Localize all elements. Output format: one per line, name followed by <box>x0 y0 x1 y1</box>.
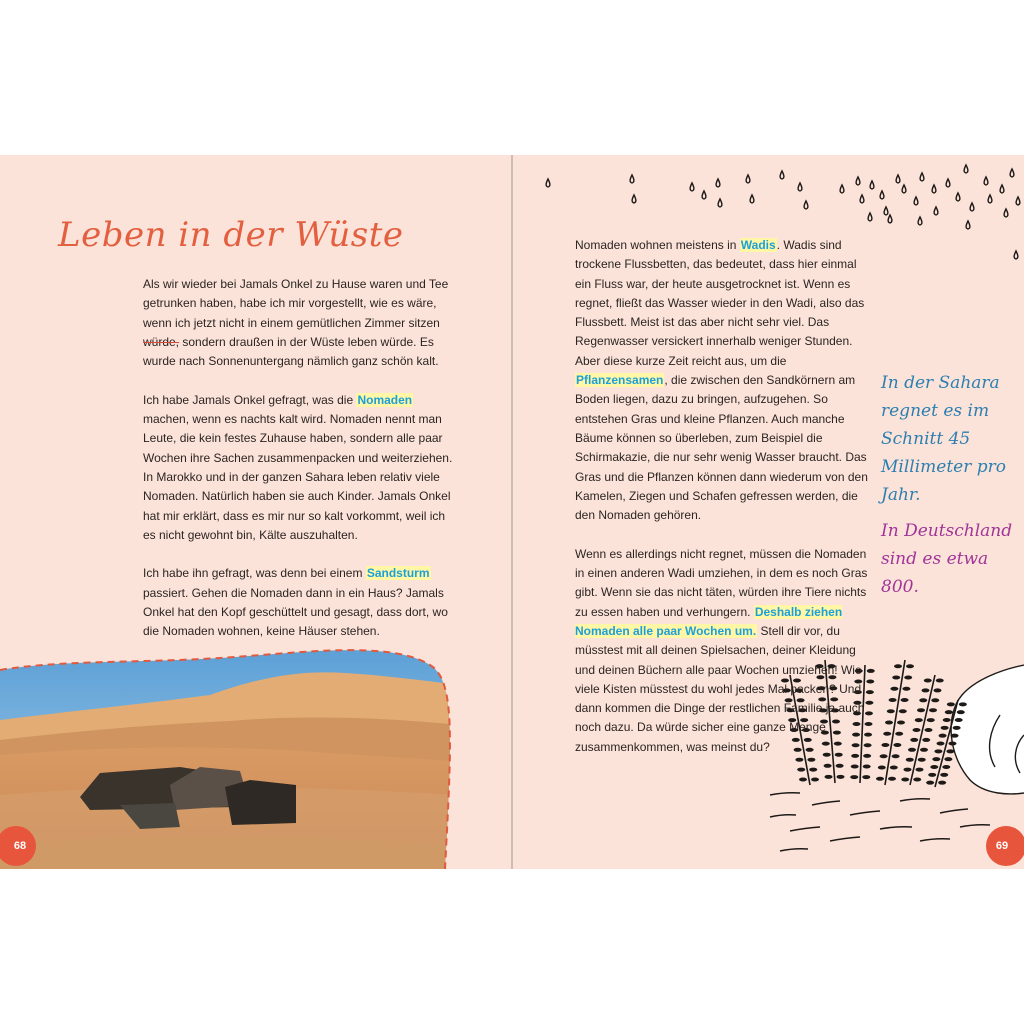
text-run: Nomaden wohnen meistens in <box>575 238 740 252</box>
shrub-leaf <box>901 698 909 702</box>
text-run: . Wadis sind trockene Flussbetten, das bedeutet, dass hier einmal ein Fluss war, der heute ausgetrocknet ist. Wenn es regnet, fließt das Wasser wieder in den Wadi, also das Flussbett. Meist ist das aber nicht sehr viel. Das Regenwasser versickert innerhalb weniger Stunden. Aber diese kurze Zeit reicht aus, um die <box>575 238 865 368</box>
shrub-leaf <box>897 721 905 725</box>
shrub-leaf <box>938 781 946 785</box>
gravel-stroke <box>850 811 880 815</box>
shrub-leaf <box>932 757 940 761</box>
shrub-leaf <box>904 676 912 680</box>
book-gutter <box>511 155 513 869</box>
shrub-leaf <box>941 726 949 730</box>
shrub-leaf <box>913 778 921 782</box>
page-number-left: 68 <box>0 826 36 866</box>
shrub-leaf <box>917 708 925 712</box>
rain-drop <box>888 215 892 223</box>
struck-word: würde, <box>143 334 180 349</box>
shrub-leaf <box>899 709 907 713</box>
rain-drop <box>984 177 988 185</box>
rain-drop <box>918 217 922 225</box>
text-run: machen, wenn es nachts kalt wird. Nomaden nennt man Leute, die kein festes Zuhause haben, sondern alle paar Wochen ihre Sachen zusammenpacken und weiterziehen. In Marokko und in der ganzen Sahara leben relativ viele Nomaden. Natürlich haben sie auch Kinder. Jamals Onkel hat mir erklärt, dass es mir nur so kalt vorkommt, weil ich es nicht gewohnt bin, Kälte auszuhalten. <box>143 412 453 542</box>
shrub-leaf <box>890 766 898 770</box>
shrub-leaf <box>920 748 928 752</box>
shrub-leaf <box>946 749 954 753</box>
rain-drop <box>630 175 634 183</box>
rain-drop <box>746 175 750 183</box>
rain-drop <box>970 203 974 211</box>
paragraph <box>575 545 871 757</box>
shrub-leaf <box>904 768 912 772</box>
side-note <box>881 369 1016 601</box>
shrub-leaf <box>936 679 944 683</box>
rain-drop <box>798 183 802 191</box>
gravel-stroke <box>880 827 912 829</box>
shrub-leaf <box>949 742 957 746</box>
gravel-stroke <box>900 799 930 801</box>
gravel-stroke <box>960 825 990 827</box>
shrub-leaf <box>924 679 932 683</box>
rain-drop <box>966 221 970 229</box>
rain-drop <box>632 195 636 203</box>
shrub-leaf <box>927 718 935 722</box>
highlighted-term: Wadis <box>740 238 776 252</box>
highlighted-term: Pflanzensamen <box>576 373 664 388</box>
paragraph <box>143 275 453 371</box>
rain-drop <box>956 193 960 201</box>
gravel-stroke <box>920 839 950 841</box>
rain-drop <box>718 199 722 207</box>
rain-drop <box>840 185 844 193</box>
shrub-leaf <box>942 765 950 769</box>
rain-drop <box>1000 185 1004 193</box>
shrub-leaf <box>906 758 914 762</box>
text-run: Als wir wieder bei Jamals Onkel zu Hause waren und Tee getrunken haben, habe ich mir vorgestellt, wie es wäre, wenn ich jetzt nicht in einem gemütlichen Zimmer sitzen <box>143 277 449 330</box>
rain-drop <box>896 175 900 183</box>
rain-drop <box>884 207 888 215</box>
rain-drop <box>946 179 950 187</box>
rain-drop <box>690 183 694 191</box>
shrub-leaf <box>887 709 895 713</box>
shrub-leaf <box>934 749 942 753</box>
shrub-leaf <box>908 748 916 752</box>
shrub-leaf <box>953 726 961 730</box>
shrub-leaf <box>901 778 909 782</box>
shrub-leaf <box>937 742 945 746</box>
rain-drop <box>804 201 808 209</box>
shrub-leaf <box>925 728 933 732</box>
paragraph <box>143 391 453 545</box>
shrub-leaf <box>934 688 942 692</box>
right-page-text <box>575 236 871 776</box>
paragraph <box>143 564 453 641</box>
rain-drop <box>1004 209 1008 217</box>
shrub-leaf <box>940 773 948 777</box>
shrub-leaf <box>878 766 886 770</box>
rain-drop <box>920 173 924 181</box>
rain-drop <box>932 185 936 193</box>
shrub-leaf <box>943 718 951 722</box>
rain-drop <box>860 195 864 203</box>
paragraph <box>575 236 871 525</box>
rain-drop <box>702 191 706 199</box>
shrub-leaf <box>889 698 897 702</box>
rain-drop <box>868 213 872 221</box>
gravel-stroke <box>770 793 800 795</box>
shrub-leaf <box>931 698 939 702</box>
shrub-leaf <box>915 718 923 722</box>
shrub-leaf <box>918 758 926 762</box>
shrub-leaf <box>880 754 888 758</box>
shrub-leaf <box>930 765 938 769</box>
page-title: Leben in der Wüste <box>58 215 404 255</box>
text-run: Wenn es allerdings nicht regnet, müssen die Nomaden in einen anderen Wadi umziehen, in dem es noch Gras gibt. Wenn sie das nicht täten, würden ihre Tiere nichts zu essen haben und verhungern. <box>575 546 868 619</box>
page-number-right: 69 <box>986 826 1024 866</box>
gravel-stroke <box>940 809 968 813</box>
rain-drop <box>934 207 938 215</box>
shrub-leaf <box>957 710 965 714</box>
gravel-stroke <box>830 837 860 841</box>
rain-drop <box>880 191 884 199</box>
shrub-leaf <box>913 728 921 732</box>
shrub-leaf <box>811 778 819 782</box>
shrub-leaf <box>890 687 898 691</box>
left-page-text <box>143 275 453 661</box>
rain-drop <box>964 165 968 173</box>
gravel-stroke <box>790 827 820 831</box>
gravel-stroke <box>812 801 840 805</box>
text-run: Ich habe Jamals Onkel gefragt, was die <box>143 392 357 407</box>
shrub-leaf <box>876 777 884 781</box>
shrub-leaf <box>929 708 937 712</box>
shrub-leaf <box>895 732 903 736</box>
shrub-leaf <box>906 664 914 668</box>
shrub-leaf <box>893 743 901 747</box>
shrub-leaf <box>888 777 896 781</box>
rain-drop <box>1014 251 1018 259</box>
highlighted-term: Nomaden <box>357 392 413 407</box>
text-run: sondern draußen in der Wüste leben würde. Es wurde nach Sonnenuntergang nämlich ganz schön kalt. <box>143 334 439 369</box>
shrub-leaf <box>922 738 930 742</box>
shrub-leaf <box>939 734 947 738</box>
text-run: Stell dir vor, du müsstest mit all deinen Spielsachen, deiner Kleidung und deinen Büchern alle paar Wochen umziehen! Wie viele Kisten müsstest du wohl jedes Mal packen? Und dann kommen die Dinge der restlichen Familie ja auch noch dazu. Da würde sicher eine ganze Menge zusammenkommen, was meinst du? <box>575 623 865 754</box>
shrub-leaf <box>916 768 924 772</box>
rain-drop <box>914 197 918 205</box>
rain-drop <box>716 179 720 187</box>
rain-drop <box>1016 197 1020 205</box>
shrub-leaf <box>926 781 934 785</box>
shrub-leaf <box>944 757 952 761</box>
rain-drop <box>856 177 860 185</box>
rain-drop <box>1010 169 1014 177</box>
rain-drop <box>988 195 992 203</box>
shrub-leaf <box>959 702 967 706</box>
desert-tent-photo <box>0 645 460 869</box>
side-note-germany: In Deutschland sind es etwa 800. <box>881 521 1013 597</box>
rain-drop <box>546 179 550 187</box>
shrub-leaf <box>928 773 936 777</box>
highlighted-term: Deshalb ziehen Nomaden alle paar Wochen um. <box>575 604 843 638</box>
side-note-sahara: In der Sahara regnet es im Schnitt 45 Millimeter pro Jahr. <box>881 373 1007 505</box>
shrub-leaf <box>883 732 891 736</box>
gravel-stroke <box>780 849 808 851</box>
rain-drop <box>780 171 784 179</box>
text-run: Ich habe ihn gefragt, was denn bei einem <box>143 566 366 581</box>
shrub-leaf <box>919 698 927 702</box>
shrub-leaf <box>910 738 918 742</box>
text-run: , die zwischen den Sandkörnern am Boden liegen, dazu zu bringen, aufzugehen. So entstehen Gras und kleine Pflanzen. Auch manche Bäume können so überleben, zum Beispiel die Schirmakazie, die nur sehr wenig Wasser braucht. Das Gras und die Pflanzen können dann wiederum von den Kamelen, Ziegen und Schafen gefressen werden, die den Nomaden gehören. <box>575 373 868 523</box>
shrub-leaf <box>902 687 910 691</box>
shrub-leaf <box>799 778 807 782</box>
book-spread <box>0 155 1024 869</box>
shrub-leaf <box>881 743 889 747</box>
rain-drop <box>750 195 754 203</box>
highlighted-term: Sandsturm <box>366 566 430 581</box>
rain-drop <box>870 181 874 189</box>
shrub-leaf <box>951 734 959 738</box>
rain-drop <box>902 185 906 193</box>
shrub-leaf <box>894 664 902 668</box>
shrub-leaf <box>892 676 900 680</box>
shrub-leaf <box>947 702 955 706</box>
gravel-stroke <box>770 815 796 817</box>
shrub-leaf <box>955 718 963 722</box>
shrub-leaf <box>922 688 930 692</box>
shrub-leaf <box>945 710 953 714</box>
text-run: passiert. Gehen die Nomaden dann in ein Haus? Jamals Onkel hat den Kopf geschüttelt und gesagt, dass dort, wo die Nomaden wohnen, keine Häuser stehen. <box>143 585 448 639</box>
shrub-leaf <box>892 754 900 758</box>
shrub-leaf <box>885 721 893 725</box>
